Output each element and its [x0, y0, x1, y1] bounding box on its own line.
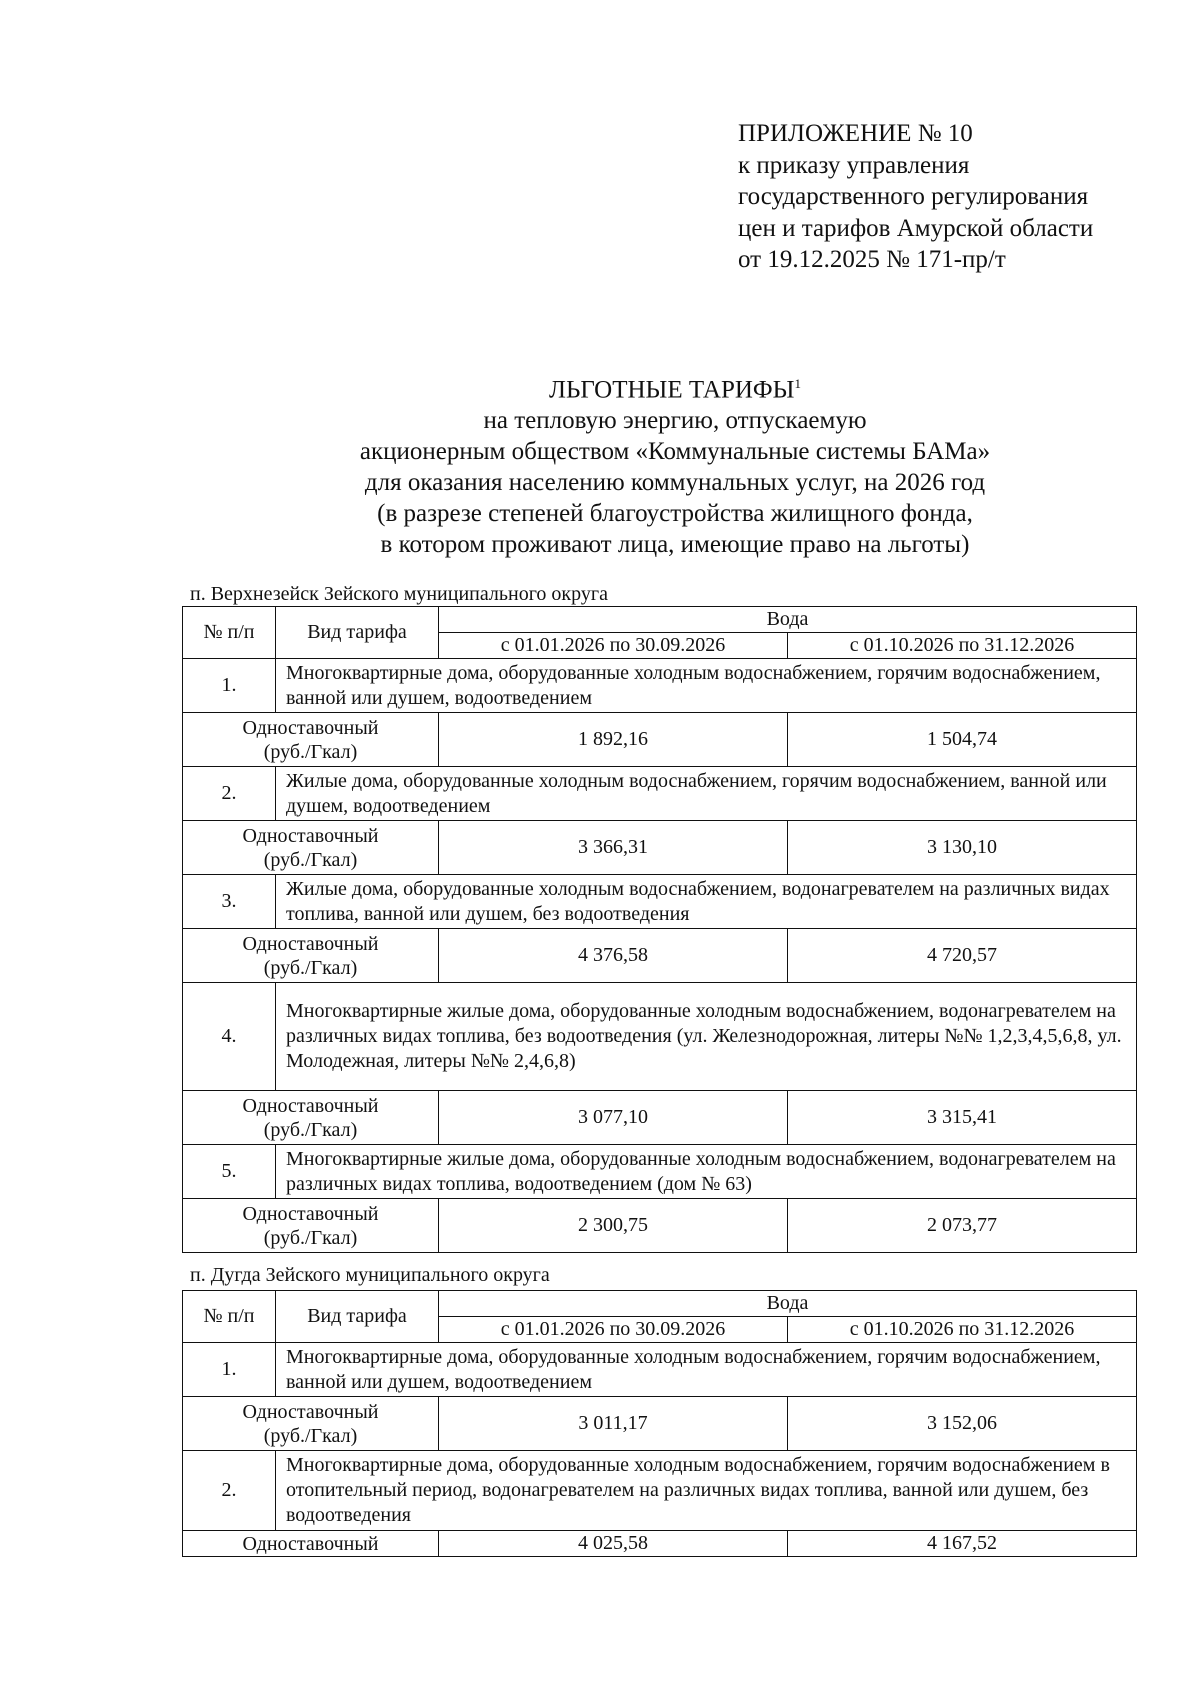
value-period2: 3 130,10 — [788, 821, 1137, 875]
unit-cell: Одноставочный (руб./Гкал) — [183, 1397, 439, 1451]
value-period1: 4 376,58 — [439, 929, 788, 983]
header-type: Вид тарифа — [276, 607, 439, 659]
unit-cell: Одноставочный (руб./Гкал) — [183, 821, 439, 875]
appendix-line: цен и тарифов Амурской области — [738, 214, 1094, 242]
title-heading: ЛЬГОТНЫЕ ТАРИФЫ$^1$ — [549, 376, 801, 404]
footnote-mark: 1 — [794, 376, 801, 391]
tariff-table-2 — [182, 1290, 1137, 1557]
title-line: в котором проживают лица, имеющие право на льготы) — [380, 531, 970, 559]
section2-location: п. Дугда Зейского муниципального округа — [190, 1264, 550, 1286]
value-period2: 2 073,77 — [788, 1199, 1137, 1253]
unit-cell: Одноставочный (руб./Гкал) — [183, 713, 439, 767]
header-type: Вид тарифа — [276, 1291, 439, 1343]
row-num: 3. — [183, 875, 276, 929]
header-period2: с 01.10.2026 по 31.12.2026 — [788, 633, 1137, 659]
value-period2: 4 167,52 — [788, 1531, 1137, 1557]
row-description: Многоквартирные дома, оборудованные холодным водоснабжением, горячим водоснабжением, ванной или душем, водоотведением — [276, 659, 1137, 713]
value-period2: 1 504,74 — [788, 713, 1137, 767]
value-period1: 3 366,31 — [439, 821, 788, 875]
value-period1: 2 300,75 — [439, 1199, 788, 1253]
value-period1: 1 892,16 — [439, 713, 788, 767]
unit-cell: Одноставочный (руб./Гкал) — [183, 1091, 439, 1145]
header-num: № п/п — [183, 1291, 276, 1343]
tariff-table-1 — [182, 606, 1137, 1253]
row-description: Многоквартирные жилые дома, оборудованные холодным водоснабжением, водонагревателем на различных видах топлива, водоотведением (дом № 63) — [276, 1145, 1137, 1199]
value-period1: 4 025,58 — [439, 1531, 788, 1557]
document-title — [150, 368, 1200, 560]
row-description: Жилые дома, оборудованные холодным водоснабжением, водонагревателем на различных видах топлива, ванной или душем, без водоотведения — [276, 875, 1137, 929]
title-line: на тепловую энергию, отпускаемую — [483, 407, 867, 435]
unit-cell: Одноставочный (руб./Гкал) — [183, 929, 439, 983]
row-num: 5. — [183, 1145, 276, 1199]
title-line: (в разрезе степеней благоустройства жилищного фонда, — [377, 500, 973, 528]
value-period1: 3 011,17 — [439, 1397, 788, 1451]
unit-cell: Одноставочный (руб./Гкал) — [183, 1199, 439, 1253]
value-period1: 3 077,10 — [439, 1091, 788, 1145]
appendix-line: государственного регулирования — [738, 183, 1089, 210]
header-period1: с 01.01.2026 по 30.09.2026 — [439, 1317, 788, 1343]
value-period2: 4 720,57 — [788, 929, 1137, 983]
value-period2: 3 152,06 — [788, 1397, 1137, 1451]
header-period2: с 01.10.2026 по 31.12.2026 — [788, 1317, 1137, 1343]
row-description: Многоквартирные дома, оборудованные холодным водоснабжением, горячим водоснабжением в отопительный период, водонагревателем на различных видах топлива, ванной или душем, без водоотведения — [276, 1451, 1137, 1531]
header-num: № п/п — [183, 607, 276, 659]
header-group: Вода — [439, 1291, 1137, 1317]
section1-location: п. Верхнезейск Зейского муниципального округа — [190, 583, 608, 605]
title-line: для оказания населению коммунальных услуг, на 2026 год — [364, 469, 986, 497]
unit-cell: Одноставочный — [183, 1531, 439, 1557]
appendix-block — [738, 118, 1093, 276]
header-period1: с 01.01.2026 по 30.09.2026 — [439, 633, 788, 659]
appendix-line: от 19.12.2025 № 171-пр/т — [738, 246, 1006, 273]
row-description: Многоквартирные дома, оборудованные холодным водоснабжением, горячим водоснабжением, ванной или душем, водоотведением — [276, 1343, 1137, 1397]
row-num: 1. — [183, 1343, 276, 1397]
row-num: 1. — [183, 659, 276, 713]
row-description: Жилые дома, оборудованные холодным водоснабжением, горячим водоснабжением, ванной или душем, водоотведением — [276, 767, 1137, 821]
header-group: Вода — [439, 607, 1137, 633]
row-description: Многоквартирные жилые дома, оборудованные холодным водоснабжением, водонагревателем на различных видах топлива, без водоотведения (ул. Железнодорожная, литеры №№ 1,2,3,4,5,6,8, ул. Молодежная, литеры №№ 2,4,6,8) — [276, 983, 1137, 1091]
value-period2: 3 315,41 — [788, 1091, 1137, 1145]
title-line: акционерным обществом «Коммунальные системы БАМа» — [359, 438, 991, 466]
appendix-line: ПРИЛОЖЕНИЕ № 10 — [738, 120, 973, 147]
row-num: 2. — [183, 1451, 276, 1531]
row-num: 2. — [183, 767, 276, 821]
appendix-line: к приказу управления — [738, 151, 970, 179]
row-num: 4. — [183, 983, 276, 1091]
